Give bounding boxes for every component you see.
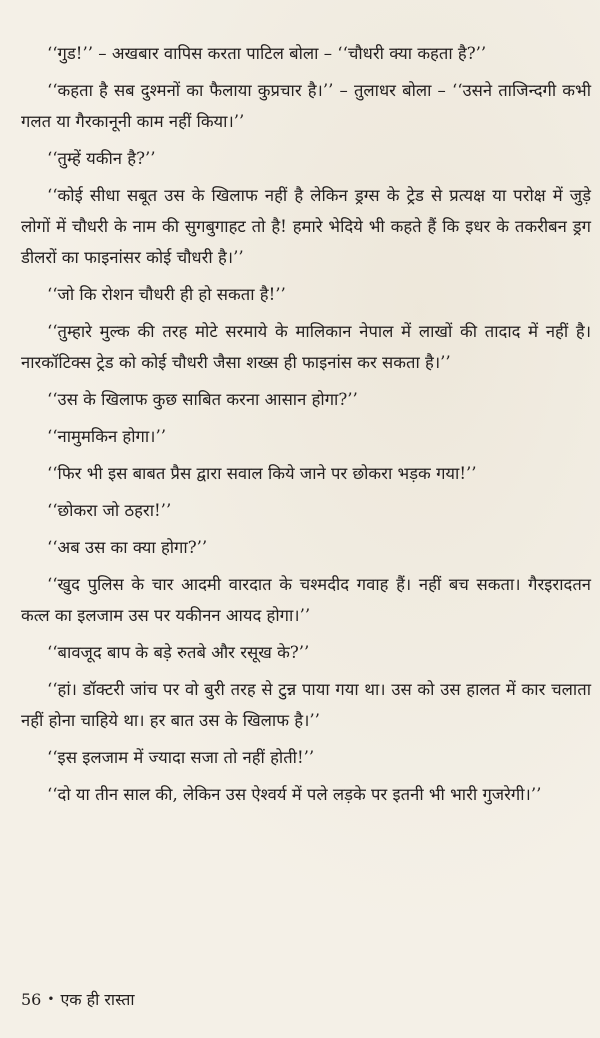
paragraph: ‘‘तुम्हारे मुल्क की तरह मोटे सरमाये के मालिकान नेपाल में लाखों की तादाद में नहीं है। नारकॉटिक्स ट्रेड को कोई चौधरी जैसा शख्स ही फाइनांस कर सकता है।’’ <box>21 322 591 372</box>
paragraph: ‘‘इस इलजाम में ज्यादा सजा तो नहीं होती!’’ <box>47 748 315 767</box>
page-number: 56 <box>21 989 42 1009</box>
paragraph: ‘‘कोई सीधा सबूत उस के खिलाफ नहीं है लेकिन ड्रग्स के ट्रेड से प्रत्यक्ष या परोक्ष में जुड़े लोगों में चौधरी के नाम की सुगबुगाहट तो है! हमारे भेदिये भी कहते हैं कि इधर के तकरीबन ड्रग डीलरों का फाइनांसर कोई चौधरी है।’’ <box>21 186 591 267</box>
bullet-separator: • <box>47 992 55 1006</box>
paragraph: ‘‘दो या तीन साल की, लेकिन उस ऐश्वर्य में पले लड़के पर इतनी भी भारी गुजरेगी।’’ <box>47 785 542 804</box>
paragraph: ‘‘बावजूद बाप के बड़े रुतबे और रसूख के?’’ <box>47 643 310 662</box>
paragraph: ‘‘तुम्हें यकीन है?’’ <box>47 149 156 168</box>
paragraph: ‘‘अब उस का क्या होगा?’’ <box>47 538 208 557</box>
paragraph: ‘‘जो कि रोशन चौधरी ही हो सकता है!’’ <box>47 285 286 304</box>
running-title: एक ही रास्ता <box>60 990 135 1009</box>
paragraph: ‘‘फिर भी इस बाबत प्रैस द्वारा सवाल किये जाने पर छोकरा भड़क गया!’’ <box>47 464 477 483</box>
page-body-text <box>21 38 591 816</box>
paragraph: ‘‘छोकरा जो ठहरा!’’ <box>47 501 172 520</box>
paragraph: ‘‘हां। डॉक्टरी जांच पर वो बुरी तरह से टुन्न पाया गया था। उस को उस हालत में कार चलाता नहीं होना चाहिये था। हर बात उस के खिलाफ है।’’ <box>21 680 591 730</box>
paragraph: ‘‘उस के खिलाफ कुछ साबित करना आसान होगा?’’ <box>47 390 358 409</box>
paragraph: ‘‘खुद पुलिस के चार आदमी वारदात के चश्मदीद गवाह हैं। नहीं बच सकता। गैरइरादतन कत्ल का इलजाम उस पर यकीनन आयद होगा।’’ <box>21 575 591 625</box>
paragraph: ‘‘कहता है सब दुश्मनों का फैलाया कुप्रचार है।’’ – तुलाधर बोला – ‘‘उसने ताजिन्दगी कभी गलत या गैरकानूनी काम नहीं किया।’’ <box>21 81 591 131</box>
paragraph: ‘‘नामुमकिन होगा।’’ <box>47 427 167 446</box>
page-footer <box>21 988 135 1010</box>
paragraph: ‘‘गुड!’’ – अखबार वापिस करता पाटिल बोला – ‘‘चौधरी क्या कहता है?’’ <box>47 44 487 63</box>
